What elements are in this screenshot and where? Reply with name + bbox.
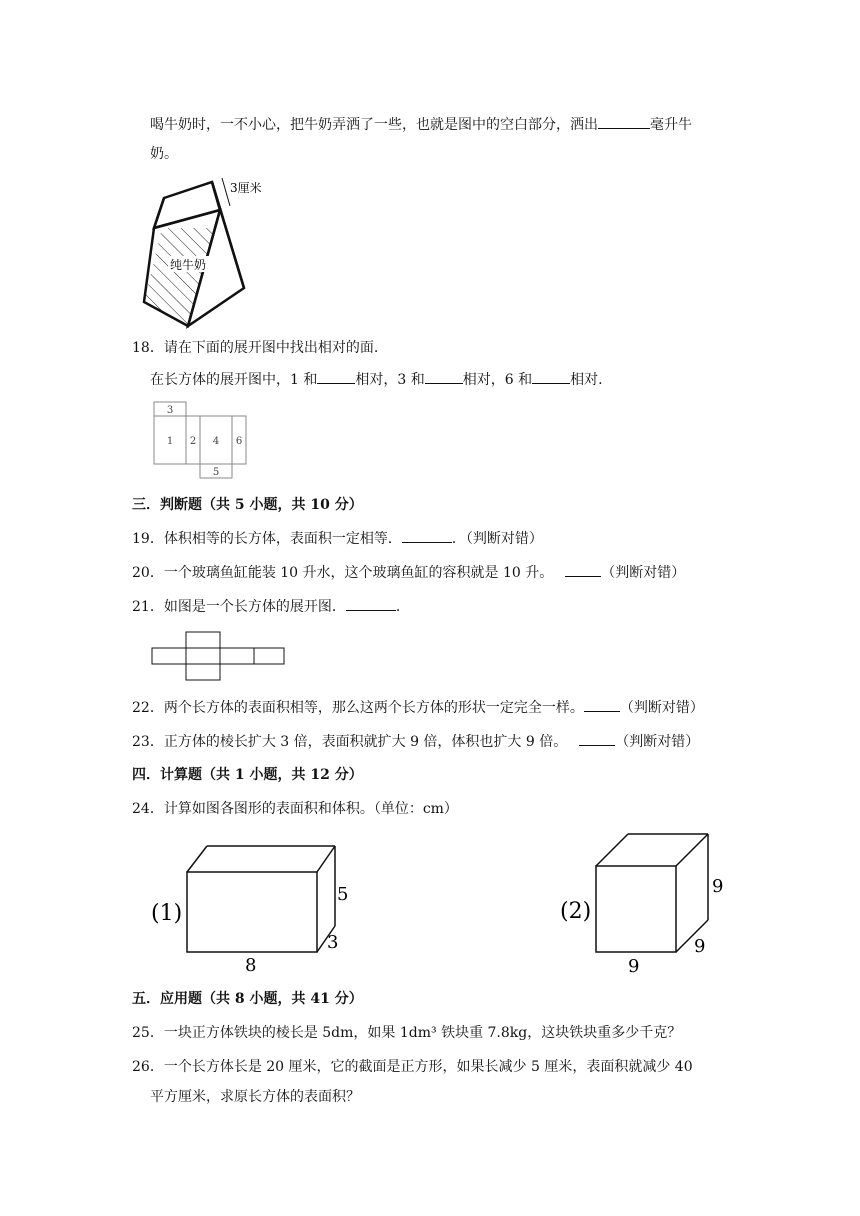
q18-line1: 18．请在下面的展开图中找出相对的面. [132, 340, 379, 356]
length-label: 8 [245, 955, 257, 976]
answer-blank[interactable] [579, 731, 615, 746]
q22: 22．两个长方体的表面积相等，那么这两个长方体的形状一定完全一样。 （判断对错） [132, 697, 704, 718]
q23: 23．正方体的棱长扩大 3 倍，表面积就扩大 9 倍，体积也扩大 9 倍。 （判断对错） [132, 731, 699, 752]
net-figure [148, 630, 288, 684]
milk-label: 纯牛奶 [170, 258, 207, 272]
q20: 20．一个玻璃鱼缸能装 10 升水，这个玻璃鱼缸的容积就是 10 升。 （判断对错） [132, 562, 685, 583]
q26-line1: 26．一个长方体长是 20 厘米，它的截面是正方形，如果长减少 5 厘米，表面积就减少 40 [132, 1059, 693, 1075]
face-label: 5 [212, 467, 220, 478]
q19: 19．体积相等的长方体，表面积一定相等． ．（判断对错） [132, 528, 543, 549]
cuboid-figure-1 [145, 838, 375, 978]
answer-blank[interactable] [402, 528, 452, 543]
answer-blank[interactable] [317, 369, 355, 384]
answer-blank[interactable] [346, 596, 396, 611]
dimension-label: 3厘米 [230, 181, 262, 195]
section-title: 四．计算题（共 1 小题，共 12 分） [132, 767, 363, 783]
length-label: 9 [628, 956, 640, 977]
depth-label: 9 [694, 936, 706, 957]
face-label: 3 [166, 405, 174, 416]
answer-blank[interactable] [598, 114, 650, 129]
answer-blank[interactable] [532, 369, 570, 384]
section-title: 五．应用题（共 8 小题，共 41 分） [132, 991, 363, 1007]
height-label: 5 [337, 884, 349, 905]
answer-blank[interactable] [425, 369, 463, 384]
q21: 21．如图是一个长方体的展开图． . [132, 596, 400, 617]
answer-blank[interactable] [584, 697, 620, 712]
face-label: 4 [212, 436, 220, 447]
q18-line2: 在长方体的展开图中，1 和 相对，3 和 相对，6 和 相对. [150, 369, 603, 390]
q25-text: 25．一块正方体铁块的棱长是 5dm，如果 1dm³ 铁块重 7.8kg，这块铁块重多少千克？ [132, 1025, 682, 1041]
q24-text: 24．计算如图各图形的表面积和体积。（单位：cm） [132, 801, 458, 817]
cuboid-net-figure [150, 400, 250, 484]
q26-line2: 平方厘米，求原长方体的表面积？ [150, 1089, 360, 1105]
answer-blank[interactable] [565, 562, 601, 577]
section-title: 三．判断题（共 5 小题，共 10 分） [132, 497, 363, 513]
cube-figure-2 [558, 828, 738, 978]
figure-label: (1) [151, 901, 183, 926]
face-label: 2 [189, 436, 197, 447]
face-label: 1 [166, 436, 174, 447]
q17-line1: 喝牛奶时，一不小心，把牛奶弄洒了一些，也就是图中的空白部分，洒出 毫升牛 [150, 114, 692, 135]
milk-box-figure [140, 170, 270, 330]
depth-label: 3 [327, 932, 339, 953]
figure-label: (2) [560, 899, 592, 924]
face-label: 6 [235, 436, 243, 447]
height-label: 9 [712, 876, 724, 897]
q17-line2: 奶。 [150, 146, 178, 162]
